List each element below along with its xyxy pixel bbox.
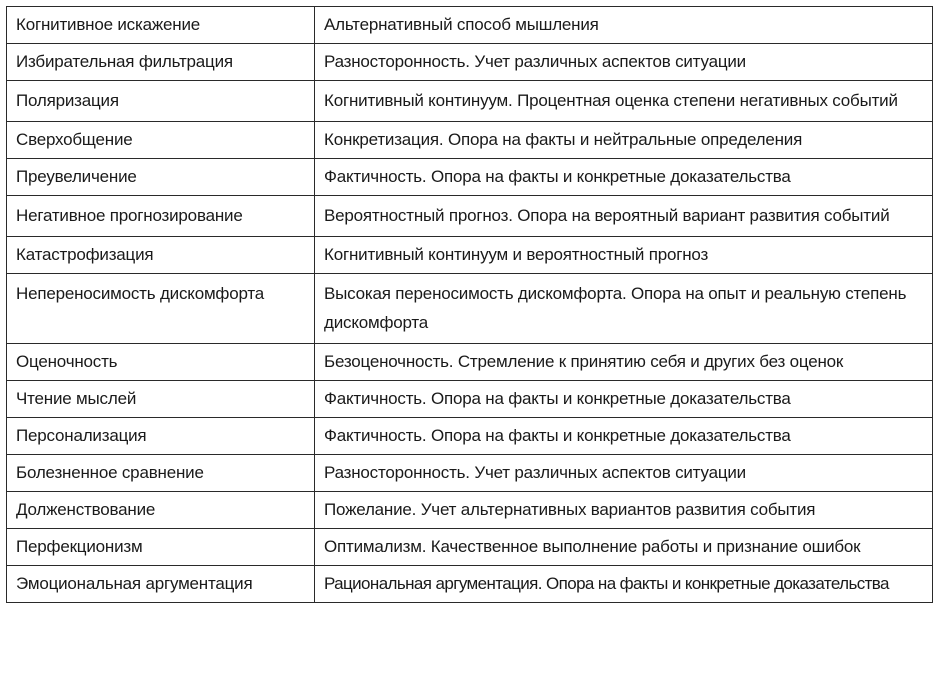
alternative-cell: Оптимализм. Качественное выполнение работы и признание ошибок xyxy=(315,529,933,566)
distortion-cell: Избирательная фильтрация xyxy=(7,44,315,81)
alternative-cell: Конкретизация. Опора на факты и нейтральные определения xyxy=(315,122,933,159)
table-row xyxy=(7,237,933,274)
alternative-cell: Когнитивный континуум. Процентная оценка степени негативных событий xyxy=(315,81,933,122)
distortion-cell: Болезненное сравнение xyxy=(7,455,315,492)
header-alternative: Альтернативный способ мышления xyxy=(315,7,933,44)
distortion-cell: Сверхобщение xyxy=(7,122,315,159)
alternative-cell: Рациональная аргументация. Опора на факты и конкретные доказательства xyxy=(315,566,933,603)
distortion-cell: Персонализация xyxy=(7,418,315,455)
alternative-cell: Разносторонность. Учет различных аспектов ситуации xyxy=(315,455,933,492)
table-row xyxy=(7,566,933,603)
alternative-cell: Безоценочность. Стремление к принятию себя и других без оценок xyxy=(315,344,933,381)
alternative-cell: Фактичность. Опора на факты и конкретные доказательства xyxy=(315,159,933,196)
table-row xyxy=(7,455,933,492)
alternative-cell: Когнитивный континуум и вероятностный прогноз xyxy=(315,237,933,274)
table-row xyxy=(7,529,933,566)
table-row xyxy=(7,44,933,81)
distortion-cell: Негативное прогнозирование xyxy=(7,196,315,237)
table-row xyxy=(7,81,933,122)
distortion-cell: Долженствование xyxy=(7,492,315,529)
distortion-cell: Катастрофизация xyxy=(7,237,315,274)
table-row xyxy=(7,344,933,381)
alternative-cell: Фактичность. Опора на факты и конкретные доказательства xyxy=(315,418,933,455)
distortion-cell: Перфекционизм xyxy=(7,529,315,566)
table-row xyxy=(7,159,933,196)
table-row xyxy=(7,274,933,344)
distortion-cell: Эмоциональная аргументация xyxy=(7,566,315,603)
table-row xyxy=(7,196,933,237)
table-row xyxy=(7,122,933,159)
distortion-cell: Преувеличение xyxy=(7,159,315,196)
alternative-cell: Высокая переносимость дискомфорта. Опора на опыт и реальную степень дискомфорта xyxy=(315,274,933,344)
alternative-cell: Пожелание. Учет альтернативных вариантов развития события xyxy=(315,492,933,529)
distortion-cell: Непереносимость дискомфорта xyxy=(7,274,315,344)
alternative-cell: Фактичность. Опора на факты и конкретные доказательства xyxy=(315,381,933,418)
distortion-cell: Чтение мыслей xyxy=(7,381,315,418)
alternative-cell: Разносторонность. Учет различных аспектов ситуации xyxy=(315,44,933,81)
cognitive-distortions-table xyxy=(6,6,933,603)
table-row xyxy=(7,381,933,418)
table-row xyxy=(7,492,933,529)
distortion-cell: Поляризация xyxy=(7,81,315,122)
distortions-table-container xyxy=(6,6,932,603)
table-row xyxy=(7,418,933,455)
distortion-cell: Оценочность xyxy=(7,344,315,381)
table-header-row xyxy=(7,7,933,44)
header-distortion: Когнитивное искажение xyxy=(7,7,315,44)
alternative-cell: Вероятностный прогноз. Опора на вероятный вариант развития событий xyxy=(315,196,933,237)
